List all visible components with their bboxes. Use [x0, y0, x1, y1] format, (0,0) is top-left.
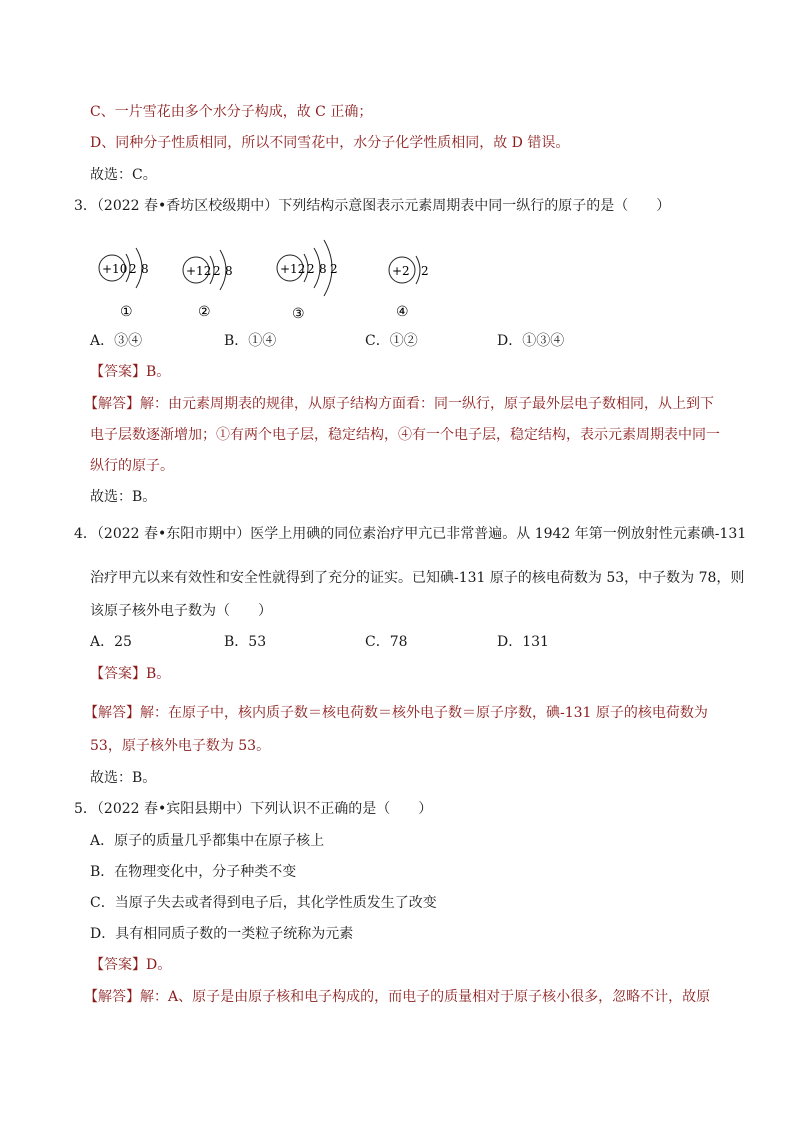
shell-2-1: 2 [213, 264, 221, 278]
q4-stem-2: 治疗甲亢以来有效性和安全性就得到了充分的证实。已知碘-131 原子的核电荷数为 53，中子数为 78，则 [90, 570, 745, 586]
q4-option-c: C．78 [365, 634, 408, 650]
shell-3-1: 2 [307, 262, 315, 276]
nucleus-4: +2 [392, 264, 410, 278]
q3-analysis-2: 电子层数逐渐增加；①有两个电子层，稳定结构，④有一个电子层，稳定结构，表示元素周期表中同一 [90, 427, 720, 443]
shell-1-2: 8 [141, 262, 149, 276]
shell-1-1: 2 [129, 262, 137, 276]
q5-analysis-1: 【解答】解：A、原子是由原子核和电子构成的，而电子的质量相对于原子核小很多，忽略不计，故原 [84, 989, 711, 1005]
shell-3-3: 2 [330, 262, 338, 276]
shell-2-2: 8 [225, 264, 233, 278]
q4-answer: 【答案】B。 [90, 666, 171, 682]
q3-stem: 3．（2022 春•香坊区校级期中）下列结构示意图表示元素周期表中同一纵行的原子的是（ ） [74, 198, 671, 214]
q5-option-d: D．具有相同质子数的一类粒子统称为元素 [90, 926, 354, 942]
q3-analysis-1: 【解答】解：由元素周期表的规律，从原子结构方面看：同一纵行，原子最外层电子数相同，从上到下 [84, 396, 714, 412]
atom-diagrams [90, 222, 450, 322]
q3-option-a: A．③④ [90, 333, 143, 349]
nucleus-2: +12 [186, 264, 212, 278]
q4-stem-1: 4．（2022 春•东阳市期中）医学上用碘的同位素治疗甲亢已非常普遍。从 1942 年第一例放射性元素碘-131 [74, 526, 747, 542]
q5-option-b: B．在物理变化中，分子种类不变 [90, 864, 297, 880]
diagram-label-1: ① [120, 304, 133, 320]
diagram-label-4: ④ [396, 304, 409, 320]
q3-option-c: C．①② [365, 333, 418, 349]
q4-option-b: B．53 [224, 634, 267, 650]
q5-answer: 【答案】D。 [90, 957, 172, 973]
q3-option-b: B．①④ [224, 333, 277, 349]
q3-answer: 【答案】B。 [90, 364, 171, 380]
q5-stem: 5．（2022 春•宾阳县期中）下列认识不正确的是（ ） [74, 801, 433, 817]
nucleus-1: +10 [102, 262, 128, 276]
shell-3-2: 8 [319, 262, 327, 276]
prev-choose: 故选：C。 [90, 167, 157, 183]
q4-choose: 故选：B。 [90, 770, 157, 786]
q4-option-a: A．25 [90, 634, 132, 650]
diagram-label-3: ③ [292, 306, 305, 322]
q4-stem-3: 该原子核外电子数为（ ） [90, 603, 272, 619]
nucleus-3: +12 [280, 262, 306, 276]
diagram-label-2: ② [198, 304, 211, 320]
q3-analysis-3: 纵行的原子。 [90, 458, 174, 474]
q4-option-d: D．131 [497, 634, 549, 650]
q3-option-d: D．①③④ [497, 333, 565, 349]
atom-diagram-2 [183, 250, 233, 320]
prev-c-line: C、一片雪花由多个水分子构成，故 C 正确； [90, 104, 373, 120]
atom-diagram-3 [277, 240, 338, 322]
q5-option-c: C．当原子失去或者得到电子后，其化学性质发生了改变 [90, 895, 437, 911]
q4-analysis-2: 53，原子核外电子数为 53。 [90, 738, 271, 754]
atom-diagram-4 [389, 256, 429, 320]
atom-diagram-1 [99, 248, 149, 320]
prev-d-line: D、同种分子性质相同，所以不同雪花中，水分子化学性质相同，故 D 错误。 [90, 135, 570, 151]
q5-option-a: A．原子的质量几乎都集中在原子核上 [90, 833, 325, 849]
q4-analysis-1: 【解答】解：在原子中，核内质子数＝核电荷数＝核外电子数＝原子序数，碘-131 原子的核电荷数为 [84, 705, 708, 721]
shell-4-1: 2 [421, 264, 429, 278]
q3-choose: 故选：B。 [90, 489, 157, 505]
